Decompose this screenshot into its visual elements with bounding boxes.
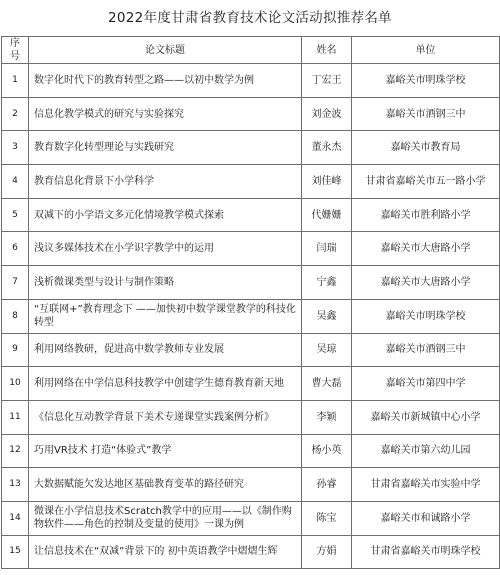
paper-title: 教育数字化转型理论与实践研究 (29, 131, 302, 165)
author-unit: 嘉峪关市酒钢三中 (352, 333, 500, 367)
paper-title: 浅议多媒体技术在小学识字教学中的运用 (29, 232, 302, 266)
row-number: 9 (2, 333, 29, 367)
table-row (2, 266, 500, 300)
table-row (2, 367, 500, 401)
author-name: 吴鑫 (302, 299, 352, 333)
row-number: 3 (2, 131, 29, 165)
author-name: 李颖 (302, 400, 352, 434)
table-row (2, 97, 500, 131)
paper-title: 浅析微课类型与设计与制作策略 (29, 266, 302, 300)
table-row (2, 501, 500, 535)
author-unit: 嘉峪关市大唐路小学 (352, 266, 500, 300)
paper-title: 利用网络教研，促进高中数学教师专业发展 (29, 333, 302, 367)
paper-title: 微课在小学信息技术Scratch教学中的应用——以《制作购物软件——角色的控制及变量的使用》一课为例 (29, 501, 302, 535)
table-row (2, 400, 500, 434)
author-unit: 嘉峪关市大唐路小学 (352, 232, 500, 266)
author-unit: 嘉峪关市第六幼儿园 (352, 434, 500, 468)
author-unit: 嘉峪关市教育局 (352, 131, 500, 165)
author-name: 刘佳峰 (302, 165, 352, 199)
author-unit: 甘肃省嘉峪关市实验中学 (352, 468, 500, 502)
table-row (2, 535, 500, 569)
author-unit: 甘肃省嘉峪关市五一路小学 (352, 165, 500, 199)
paper-title: 《信息化互动教学背景下美术专递课堂实践案例分析》 (29, 400, 302, 434)
recommendation-table (1, 36, 500, 569)
row-number: 10 (2, 367, 29, 401)
row-number: 12 (2, 434, 29, 468)
author-name: 丁宏王 (302, 64, 352, 98)
header-title: 论文标题 (29, 37, 302, 64)
row-number: 15 (2, 535, 29, 569)
author-name: 刘金波 (302, 97, 352, 131)
row-number: 8 (2, 299, 29, 333)
author-name: 代姗姗 (302, 198, 352, 232)
author-name: 宁鑫 (302, 266, 352, 300)
header-row (2, 37, 500, 64)
table-row (2, 434, 500, 468)
header-unit: 单位 (352, 37, 500, 64)
paper-title: 大数据赋能欠发达地区基础教育变革的路径研究 (29, 468, 302, 502)
row-number: 2 (2, 97, 29, 131)
row-number: 14 (2, 501, 29, 535)
author-name: 方娟 (302, 535, 352, 569)
author-name: 孙睿 (302, 468, 352, 502)
author-unit: 嘉峪关市第四中学 (352, 367, 500, 401)
author-unit: 嘉峪关市新城镇中心小学 (352, 400, 500, 434)
row-number: 5 (2, 198, 29, 232)
table-body (2, 64, 500, 569)
author-unit: 嘉峪关市明珠学校 (352, 64, 500, 98)
paper-title: 巧用VR技术 打造“体验式”教学 (29, 434, 302, 468)
table-row (2, 165, 500, 199)
page-title: 2022年度甘肃省教育技术论文活动拟推荐名单 (108, 10, 392, 26)
row-number: 6 (2, 232, 29, 266)
paper-title: 让信息技术在“双减”背景下的 初中英语教学中熠熠生辉 (29, 535, 302, 569)
paper-title: 教育信息化背景下小学科学 (29, 165, 302, 199)
table-row (2, 299, 500, 333)
paper-title: 数字化时代下的教育转型之路——以初中数学为例 (29, 64, 302, 98)
paper-title: 信息化教学模式的研究与实验探究 (29, 97, 302, 131)
row-number: 1 (2, 64, 29, 98)
author-unit: 嘉峪关市酒钢三中 (352, 97, 500, 131)
table-row (2, 468, 500, 502)
row-number: 13 (2, 468, 29, 502)
author-name: 董永杰 (302, 131, 352, 165)
author-name: 闫瑞 (302, 232, 352, 266)
table-row (2, 232, 500, 266)
author-unit: 甘肃省嘉峪关市明珠学校 (352, 535, 500, 569)
row-number: 7 (2, 266, 29, 300)
table-row (2, 198, 500, 232)
author-unit: 嘉峪关市明珠学校 (352, 299, 500, 333)
header-no: 序号 (2, 37, 29, 64)
table-header (2, 37, 500, 64)
paper-title: 利用网络在中学信息科技教学中创建学生德育教育新天地 (29, 367, 302, 401)
paper-title: 双减下的小学语文多元化情境教学模式探索 (29, 198, 302, 232)
table-row (2, 333, 500, 367)
author-name: 陈宝 (302, 501, 352, 535)
author-name: 杨小英 (302, 434, 352, 468)
author-name: 曹大磊 (302, 367, 352, 401)
paper-title: “互联网+”教育理念下 ——加快初中数学课堂教学的科技化转型 (29, 299, 302, 333)
row-number: 4 (2, 165, 29, 199)
row-number: 11 (2, 400, 29, 434)
header-name: 姓名 (302, 37, 352, 64)
table-row (2, 64, 500, 98)
table-row (2, 131, 500, 165)
author-name: 吴琼 (302, 333, 352, 367)
author-unit: 嘉峪关市和诚路小学 (352, 501, 500, 535)
author-unit: 嘉峪关市胜利路小学 (352, 198, 500, 232)
